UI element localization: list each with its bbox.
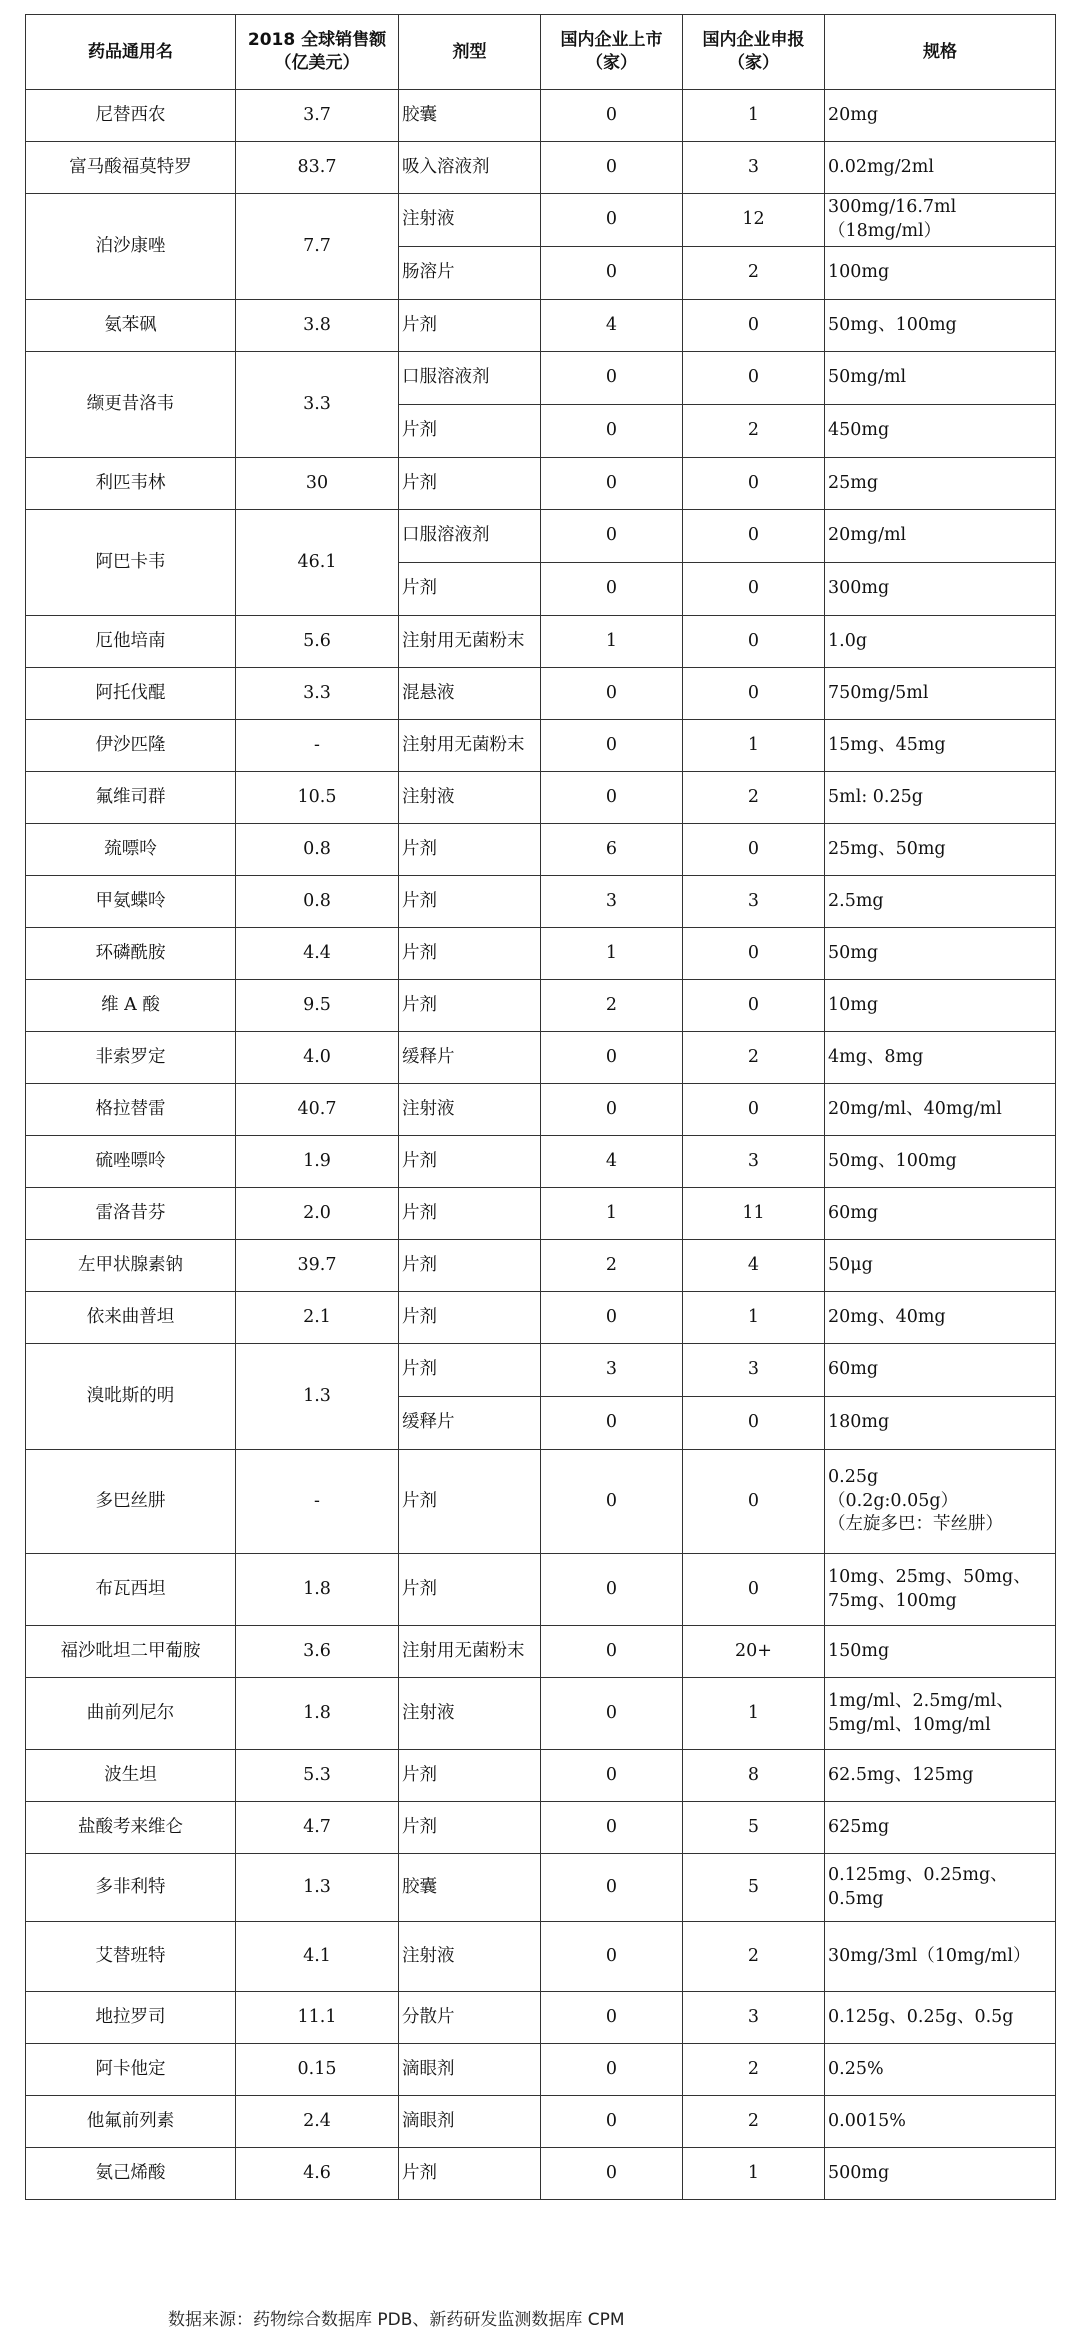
table-row (26, 458, 1056, 510)
declared-count-cell: 0 (683, 352, 825, 405)
sales-cell: 9.5 (236, 980, 399, 1032)
drug-name-cell: 利匹韦林 (26, 458, 236, 510)
listed-count-cell: 0 (541, 194, 683, 247)
spec-cell: 300mg/16.7ml（18mg/ml） (825, 194, 1056, 247)
declared-count-cell: 8 (683, 1750, 825, 1802)
spec-cell: 20mg/ml (825, 510, 1056, 563)
table-row (26, 1922, 1056, 1992)
form-cell: 混悬液 (399, 668, 541, 720)
sales-cell: 0.8 (236, 824, 399, 876)
drug-name-cell: 福沙吡坦二甲葡胺 (26, 1626, 236, 1678)
form-cell: 注射液 (399, 772, 541, 824)
declared-count-cell: 2 (683, 772, 825, 824)
drug-name-cell: 多非利特 (26, 1854, 236, 1922)
sales-cell: 3.3 (236, 352, 399, 458)
drug-name-cell: 多巴丝肼 (26, 1450, 236, 1554)
table-row (26, 928, 1056, 980)
declared-count-cell: 3 (683, 1992, 825, 2044)
table-row (26, 194, 1056, 247)
form-cell: 片剂 (399, 1188, 541, 1240)
spec-cell: 500mg (825, 2148, 1056, 2200)
form-cell: 缓释片 (399, 1397, 541, 1450)
listed-count-cell: 0 (541, 142, 683, 194)
form-cell: 片剂 (399, 458, 541, 510)
declared-count-cell: 0 (683, 616, 825, 668)
declared-count-cell: 0 (683, 980, 825, 1032)
listed-count-cell: 0 (541, 1802, 683, 1854)
drug-name-cell: 尼替西农 (26, 90, 236, 142)
form-cell: 胶囊 (399, 1854, 541, 1922)
form-cell: 片剂 (399, 1136, 541, 1188)
spec-cell: 25mg (825, 458, 1056, 510)
table-row (26, 1992, 1056, 2044)
sales-cell: 3.7 (236, 90, 399, 142)
sales-cell: 11.1 (236, 1992, 399, 2044)
sales-cell: 3.3 (236, 668, 399, 720)
sales-cell: 4.4 (236, 928, 399, 980)
spec-cell: 10mg、25mg、50mg、75mg、100mg (825, 1554, 1056, 1626)
table-row (26, 1802, 1056, 1854)
sales-cell: 4.6 (236, 2148, 399, 2200)
sales-cell: 39.7 (236, 1240, 399, 1292)
listed-count-cell: 0 (541, 2044, 683, 2096)
header-row (26, 15, 1056, 90)
form-cell: 口服溶液剂 (399, 510, 541, 563)
spec-cell: 50mg、100mg (825, 1136, 1056, 1188)
table-row (26, 142, 1056, 194)
declared-count-cell: 2 (683, 247, 825, 300)
declared-count-cell: 1 (683, 2148, 825, 2200)
form-cell: 肠溶片 (399, 247, 541, 300)
table-row (26, 1188, 1056, 1240)
sales-cell: 2.4 (236, 2096, 399, 2148)
listed-count-cell: 0 (541, 720, 683, 772)
drug-name-cell: 厄他培南 (26, 616, 236, 668)
listed-count-cell: 0 (541, 1854, 683, 1922)
declared-count-cell: 11 (683, 1188, 825, 1240)
drug-name-cell: 格拉替雷 (26, 1084, 236, 1136)
spec-cell: 450mg (825, 405, 1056, 458)
listed-count-cell: 6 (541, 824, 683, 876)
drug-name-cell: 盐酸考来维仑 (26, 1802, 236, 1854)
form-cell: 注射用无菌粉末 (399, 616, 541, 668)
declared-count-cell: 1 (683, 90, 825, 142)
drug-name-cell: 巯嘌呤 (26, 824, 236, 876)
table-row (26, 824, 1056, 876)
spec-cell: 100mg (825, 247, 1056, 300)
listed-count-cell: 4 (541, 1136, 683, 1188)
drug-name-cell: 维 A 酸 (26, 980, 236, 1032)
form-cell: 注射液 (399, 1922, 541, 1992)
table-row (26, 1626, 1056, 1678)
listed-count-cell: 0 (541, 1450, 683, 1554)
declared-count-cell: 0 (683, 1397, 825, 1450)
table-body (26, 90, 1056, 2200)
listed-count-cell: 1 (541, 928, 683, 980)
listed-count-cell: 0 (541, 90, 683, 142)
form-cell: 片剂 (399, 1750, 541, 1802)
form-cell: 注射用无菌粉末 (399, 720, 541, 772)
listed-count-cell: 0 (541, 1397, 683, 1450)
sales-cell: - (236, 1450, 399, 1554)
spec-cell: 50mg (825, 928, 1056, 980)
declared-count-cell: 2 (683, 405, 825, 458)
listed-count-cell: 3 (541, 1344, 683, 1397)
sales-cell: 30 (236, 458, 399, 510)
sales-cell: 2.1 (236, 1292, 399, 1344)
sales-cell: 83.7 (236, 142, 399, 194)
declared-count-cell: 3 (683, 1136, 825, 1188)
form-cell: 片剂 (399, 300, 541, 352)
spec-cell: 25mg、50mg (825, 824, 1056, 876)
table-row (26, 1854, 1056, 1922)
form-cell: 注射用无菌粉末 (399, 1626, 541, 1678)
form-cell: 片剂 (399, 1292, 541, 1344)
table-row (26, 2044, 1056, 2096)
table-row (26, 1240, 1056, 1292)
declared-count-cell: 2 (683, 1032, 825, 1084)
spec-cell: 1mg/ml、2.5mg/ml、5mg/ml、10mg/ml (825, 1678, 1056, 1750)
drug-name-cell: 硫唑嘌呤 (26, 1136, 236, 1188)
form-cell: 片剂 (399, 2148, 541, 2200)
form-cell: 滴眼剂 (399, 2044, 541, 2096)
table-row (26, 1344, 1056, 1397)
spec-cell: 20mg (825, 90, 1056, 142)
drug-name-cell: 依来曲普坦 (26, 1292, 236, 1344)
drug-name-cell: 泊沙康唑 (26, 194, 236, 300)
drug-name-cell: 阿巴卡韦 (26, 510, 236, 616)
drug-name-cell: 雷洛昔芬 (26, 1188, 236, 1240)
spec-cell: 50μg (825, 1240, 1056, 1292)
listed-count-cell: 0 (541, 352, 683, 405)
spec-cell: 150mg (825, 1626, 1056, 1678)
spec-cell: 0.125mg、0.25mg、0.5mg (825, 1854, 1056, 1922)
spec-cell: 0.25g （0.2g:0.05g） （左旋多巴：苄丝肼） (825, 1450, 1056, 1554)
table-row (26, 876, 1056, 928)
listed-count-cell: 0 (541, 1032, 683, 1084)
declared-count-cell: 0 (683, 1554, 825, 1626)
spec-cell: 750mg/5ml (825, 668, 1056, 720)
form-cell: 口服溶液剂 (399, 352, 541, 405)
form-cell: 滴眼剂 (399, 2096, 541, 2148)
form-cell: 分散片 (399, 1992, 541, 2044)
listed-count-cell: 0 (541, 1084, 683, 1136)
declared-count-cell: 1 (683, 720, 825, 772)
declared-count-cell: 0 (683, 928, 825, 980)
declared-count-cell: 0 (683, 668, 825, 720)
drug-name-cell: 溴吡斯的明 (26, 1344, 236, 1450)
spec-cell: 625mg (825, 1802, 1056, 1854)
drug-name-cell: 他氟前列素 (26, 2096, 236, 2148)
form-cell: 注射液 (399, 1084, 541, 1136)
declared-count-cell: 12 (683, 194, 825, 247)
table-row (26, 1136, 1056, 1188)
listed-count-cell: 0 (541, 2148, 683, 2200)
table-row (26, 300, 1056, 352)
listed-count-cell: 0 (541, 1678, 683, 1750)
spec-cell: 0.25% (825, 2044, 1056, 2096)
declared-count-cell: 0 (683, 563, 825, 616)
declared-count-cell: 4 (683, 1240, 825, 1292)
sales-cell: 46.1 (236, 510, 399, 616)
spec-cell: 180mg (825, 1397, 1056, 1450)
data-source-note: 数据来源：药物综合数据库 PDB、新药研发监测数据库 CPM (168, 2310, 625, 2330)
listed-count-cell: 0 (541, 1554, 683, 1626)
sales-cell: 1.3 (236, 1854, 399, 1922)
sales-cell: 5.3 (236, 1750, 399, 1802)
drug-name-cell: 非索罗定 (26, 1032, 236, 1084)
drug-name-cell: 伊沙匹隆 (26, 720, 236, 772)
header-listed: 国内企业上市 （家） (541, 15, 683, 90)
drug-name-cell: 阿卡他定 (26, 2044, 236, 2096)
sales-cell: 4.1 (236, 1922, 399, 1992)
declared-count-cell: 0 (683, 1450, 825, 1554)
form-cell: 缓释片 (399, 1032, 541, 1084)
declared-count-cell: 3 (683, 142, 825, 194)
header-spec: 规格 (825, 15, 1056, 90)
sales-cell: 1.3 (236, 1344, 399, 1450)
declared-count-cell: 20+ (683, 1626, 825, 1678)
sales-cell: 2.0 (236, 1188, 399, 1240)
declared-count-cell: 5 (683, 1854, 825, 1922)
table-row (26, 1032, 1056, 1084)
spec-cell: 15mg、45mg (825, 720, 1056, 772)
header-form: 剂型 (399, 15, 541, 90)
listed-count-cell: 3 (541, 876, 683, 928)
drug-table (25, 14, 1056, 2200)
sales-cell: 3.6 (236, 1626, 399, 1678)
table-row (26, 352, 1056, 405)
spec-cell: 0.02mg/2ml (825, 142, 1056, 194)
listed-count-cell: 0 (541, 1922, 683, 1992)
table-row (26, 1554, 1056, 1626)
spec-cell: 0.0015% (825, 2096, 1056, 2148)
spec-cell: 1.0g (825, 616, 1056, 668)
header-sales: 2018 全球销售额 （亿美元） (236, 15, 399, 90)
listed-count-cell: 1 (541, 616, 683, 668)
listed-count-cell: 0 (541, 772, 683, 824)
header-drug-name: 药品通用名 (26, 15, 236, 90)
declared-count-cell: 0 (683, 510, 825, 563)
listed-count-cell: 0 (541, 1992, 683, 2044)
drug-name-cell: 艾替班特 (26, 1922, 236, 1992)
table-row (26, 1292, 1056, 1344)
drug-name-cell: 左甲状腺素钠 (26, 1240, 236, 1292)
declared-count-cell: 0 (683, 1084, 825, 1136)
table-row (26, 616, 1056, 668)
sales-cell: 7.7 (236, 194, 399, 300)
drug-name-cell: 富马酸福莫特罗 (26, 142, 236, 194)
table-row (26, 720, 1056, 772)
sales-cell: 1.9 (236, 1136, 399, 1188)
spec-cell: 20mg、40mg (825, 1292, 1056, 1344)
spec-cell: 50mg、100mg (825, 300, 1056, 352)
spec-cell: 300mg (825, 563, 1056, 616)
table-row (26, 510, 1056, 563)
form-cell: 片剂 (399, 1450, 541, 1554)
sales-cell: 1.8 (236, 1678, 399, 1750)
sales-cell: 1.8 (236, 1554, 399, 1626)
declared-count-cell: 3 (683, 876, 825, 928)
spec-cell: 30mg/3ml（10mg/ml） (825, 1922, 1056, 1992)
declared-count-cell: 2 (683, 2096, 825, 2148)
listed-count-cell: 0 (541, 247, 683, 300)
listed-count-cell: 1 (541, 1188, 683, 1240)
spec-cell: 50mg/ml (825, 352, 1056, 405)
drug-name-cell: 曲前列尼尔 (26, 1678, 236, 1750)
drug-name-cell: 缬更昔洛韦 (26, 352, 236, 458)
table-row (26, 772, 1056, 824)
listed-count-cell: 2 (541, 980, 683, 1032)
spec-cell: 2.5mg (825, 876, 1056, 928)
table-row (26, 2096, 1056, 2148)
declared-count-cell: 3 (683, 1344, 825, 1397)
drug-name-cell: 波生坦 (26, 1750, 236, 1802)
sales-cell: 4.7 (236, 1802, 399, 1854)
form-cell: 片剂 (399, 824, 541, 876)
form-cell: 片剂 (399, 1802, 541, 1854)
listed-count-cell: 0 (541, 2096, 683, 2148)
drug-name-cell: 氨苯砜 (26, 300, 236, 352)
form-cell: 注射液 (399, 1678, 541, 1750)
listed-count-cell: 4 (541, 300, 683, 352)
spec-cell: 62.5mg、125mg (825, 1750, 1056, 1802)
drug-name-cell: 布瓦西坦 (26, 1554, 236, 1626)
form-cell: 吸入溶液剂 (399, 142, 541, 194)
listed-count-cell: 0 (541, 510, 683, 563)
form-cell: 片剂 (399, 980, 541, 1032)
table-row (26, 668, 1056, 720)
form-cell: 片剂 (399, 1554, 541, 1626)
form-cell: 片剂 (399, 563, 541, 616)
declared-count-cell: 0 (683, 300, 825, 352)
spec-cell: 20mg/ml、40mg/ml (825, 1084, 1056, 1136)
sales-cell: 40.7 (236, 1084, 399, 1136)
table-row (26, 1084, 1056, 1136)
sales-cell: 3.8 (236, 300, 399, 352)
header-declared: 国内企业申报 （家） (683, 15, 825, 90)
sales-cell: 4.0 (236, 1032, 399, 1084)
form-cell: 注射液 (399, 194, 541, 247)
sales-cell: 10.5 (236, 772, 399, 824)
table-row (26, 2148, 1056, 2200)
form-cell: 片剂 (399, 1240, 541, 1292)
declared-count-cell: 0 (683, 824, 825, 876)
declared-count-cell: 5 (683, 1802, 825, 1854)
declared-count-cell: 2 (683, 1922, 825, 1992)
drug-name-cell: 氟维司群 (26, 772, 236, 824)
table-row (26, 1450, 1056, 1554)
drug-name-cell: 地拉罗司 (26, 1992, 236, 2044)
form-cell: 胶囊 (399, 90, 541, 142)
table-row (26, 90, 1056, 142)
table-row (26, 980, 1056, 1032)
spec-cell: 5ml: 0.25g (825, 772, 1056, 824)
spec-cell: 60mg (825, 1188, 1056, 1240)
spec-cell: 10mg (825, 980, 1056, 1032)
listed-count-cell: 0 (541, 458, 683, 510)
form-cell: 片剂 (399, 928, 541, 980)
form-cell: 片剂 (399, 876, 541, 928)
listed-count-cell: 0 (541, 405, 683, 458)
declared-count-cell: 0 (683, 458, 825, 510)
form-cell: 片剂 (399, 1344, 541, 1397)
table-row (26, 1750, 1056, 1802)
sales-cell: - (236, 720, 399, 772)
declared-count-cell: 1 (683, 1292, 825, 1344)
spec-cell: 4mg、8mg (825, 1032, 1056, 1084)
listed-count-cell: 0 (541, 1292, 683, 1344)
sales-cell: 0.15 (236, 2044, 399, 2096)
spec-cell: 60mg (825, 1344, 1056, 1397)
listed-count-cell: 0 (541, 668, 683, 720)
listed-count-cell: 0 (541, 563, 683, 616)
drug-name-cell: 环磷酰胺 (26, 928, 236, 980)
sales-cell: 5.6 (236, 616, 399, 668)
drug-name-cell: 甲氨蝶呤 (26, 876, 236, 928)
declared-count-cell: 1 (683, 1678, 825, 1750)
listed-count-cell: 2 (541, 1240, 683, 1292)
drug-name-cell: 氨己烯酸 (26, 2148, 236, 2200)
drug-name-cell: 阿托伐醌 (26, 668, 236, 720)
table-row (26, 1678, 1056, 1750)
sales-cell: 0.8 (236, 876, 399, 928)
spec-cell: 0.125g、0.25g、0.5g (825, 1992, 1056, 2044)
listed-count-cell: 0 (541, 1750, 683, 1802)
listed-count-cell: 0 (541, 1626, 683, 1678)
form-cell: 片剂 (399, 405, 541, 458)
declared-count-cell: 2 (683, 2044, 825, 2096)
